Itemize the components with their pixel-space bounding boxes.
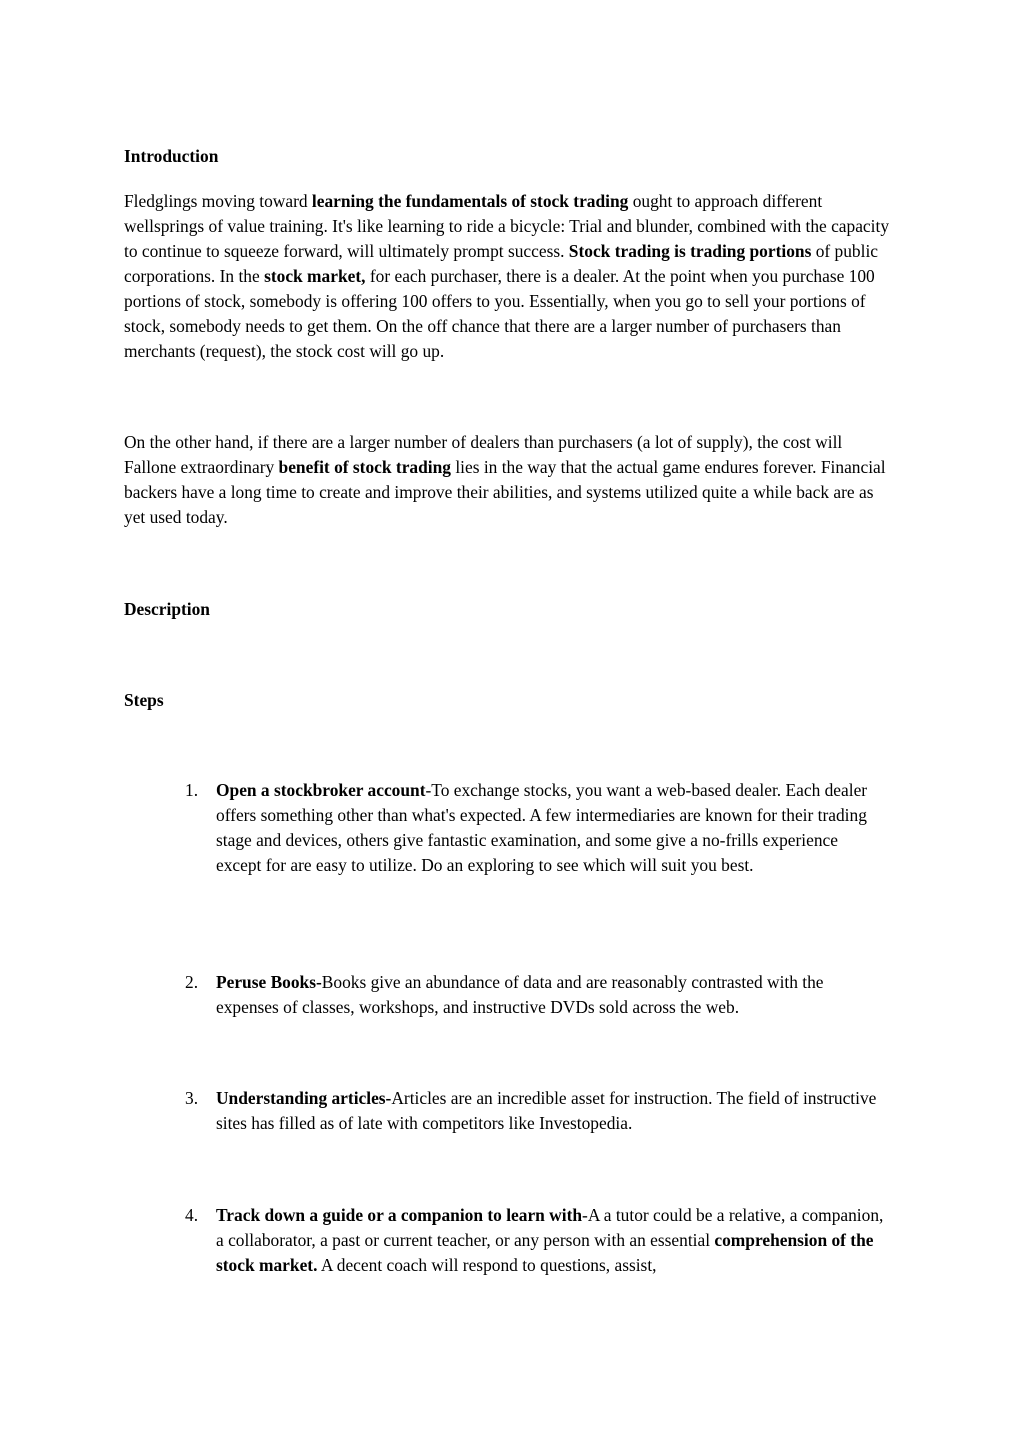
introduction-heading: Introduction <box>124 146 219 166</box>
intro-p1-bold-2: Stock trading is trading portions <box>568 241 812 261</box>
introduction-paragraph-2 <box>124 430 894 530</box>
intro-p1-text-1: Fledglings moving toward <box>124 191 312 211</box>
intro-p1-bold-3: stock market, <box>264 266 366 286</box>
step-title: Open a stockbroker account <box>216 780 426 800</box>
step-text: Articles are an incredible asset for instruction. The field of instructive sites has filled as of late with competitors like Investopedia. <box>216 1088 877 1133</box>
step-text: Books give an abundance of data and are reasonably contrasted with the expenses of classes, workshops, and instructive DVDs sold across the web. <box>216 972 824 1017</box>
step-item-3 <box>185 1086 885 1136</box>
step-item-4 <box>185 1203 885 1278</box>
intro-p2-bold-1: benefit of stock trading <box>278 457 451 477</box>
step-number: 4. <box>185 1205 199 1225</box>
intro-p1-text-4: for each purchaser, there is a dealer. At the point when you purchase 100 portions of stock, somebody is offering 100 offers to you. Essentially, when you go to sell your portions of stock, somebody needs to get them. On the off chance that there are a larger number of purchasers than merchants (request), the stock cost will go up. <box>124 266 875 361</box>
step-item-1 <box>185 778 885 878</box>
step-title: Peruse Books- <box>216 972 322 992</box>
step-number: 1. <box>185 780 199 800</box>
step-title: Track down a guide or a companion to learn with <box>216 1205 583 1225</box>
steps-heading: Steps <box>124 690 164 710</box>
intro-p1-bold-1: learning the fundamentals of stock trading <box>311 191 629 211</box>
step-text-continued: A decent coach will respond to questions, assist, <box>317 1255 657 1275</box>
intro-p1-text-2: ought to approach different wellsprings of value training. It's like learning to ride a bicycle: Trial and blunder, combined with the capacity to continue to squeeze forward, will ultimately prompt success. <box>124 191 890 261</box>
step-text: -A a tutor could be a relative, a companion, a collaborator, a past or current teacher, or any person with an essential <box>216 1205 884 1250</box>
step-text: -To exchange stocks, you want a web-based dealer. Each dealer offers something other than what's expected. A few intermediaries are known for their trading stage and devices, others give fantastic examination, and some give a no-frills experience except for are easy to utilize. Do an exploring to see which will suit you best. <box>216 780 868 875</box>
step-number: 3. <box>185 1088 199 1108</box>
intro-p2-text-1: On the other hand, if there are a larger number of dealers than purchasers (a lot of supply), the cost will Fallone extraordinary <box>124 432 843 477</box>
step-bold-phrase: comprehension of the stock market. <box>216 1230 874 1275</box>
step-title: Understanding articles- <box>216 1088 392 1108</box>
description-heading: Description <box>124 599 210 619</box>
intro-p1-text-3: of public corporations. In the <box>124 241 878 286</box>
intro-p2-text-2: lies in the way that the actual game endures forever. Financial backers have a long time to create and improve their abilities, and systems utilized quite a while back are as yet used today. <box>124 457 886 527</box>
step-item-2 <box>185 970 885 1020</box>
step-number: 2. <box>185 972 199 992</box>
introduction-paragraph-1 <box>124 189 894 364</box>
